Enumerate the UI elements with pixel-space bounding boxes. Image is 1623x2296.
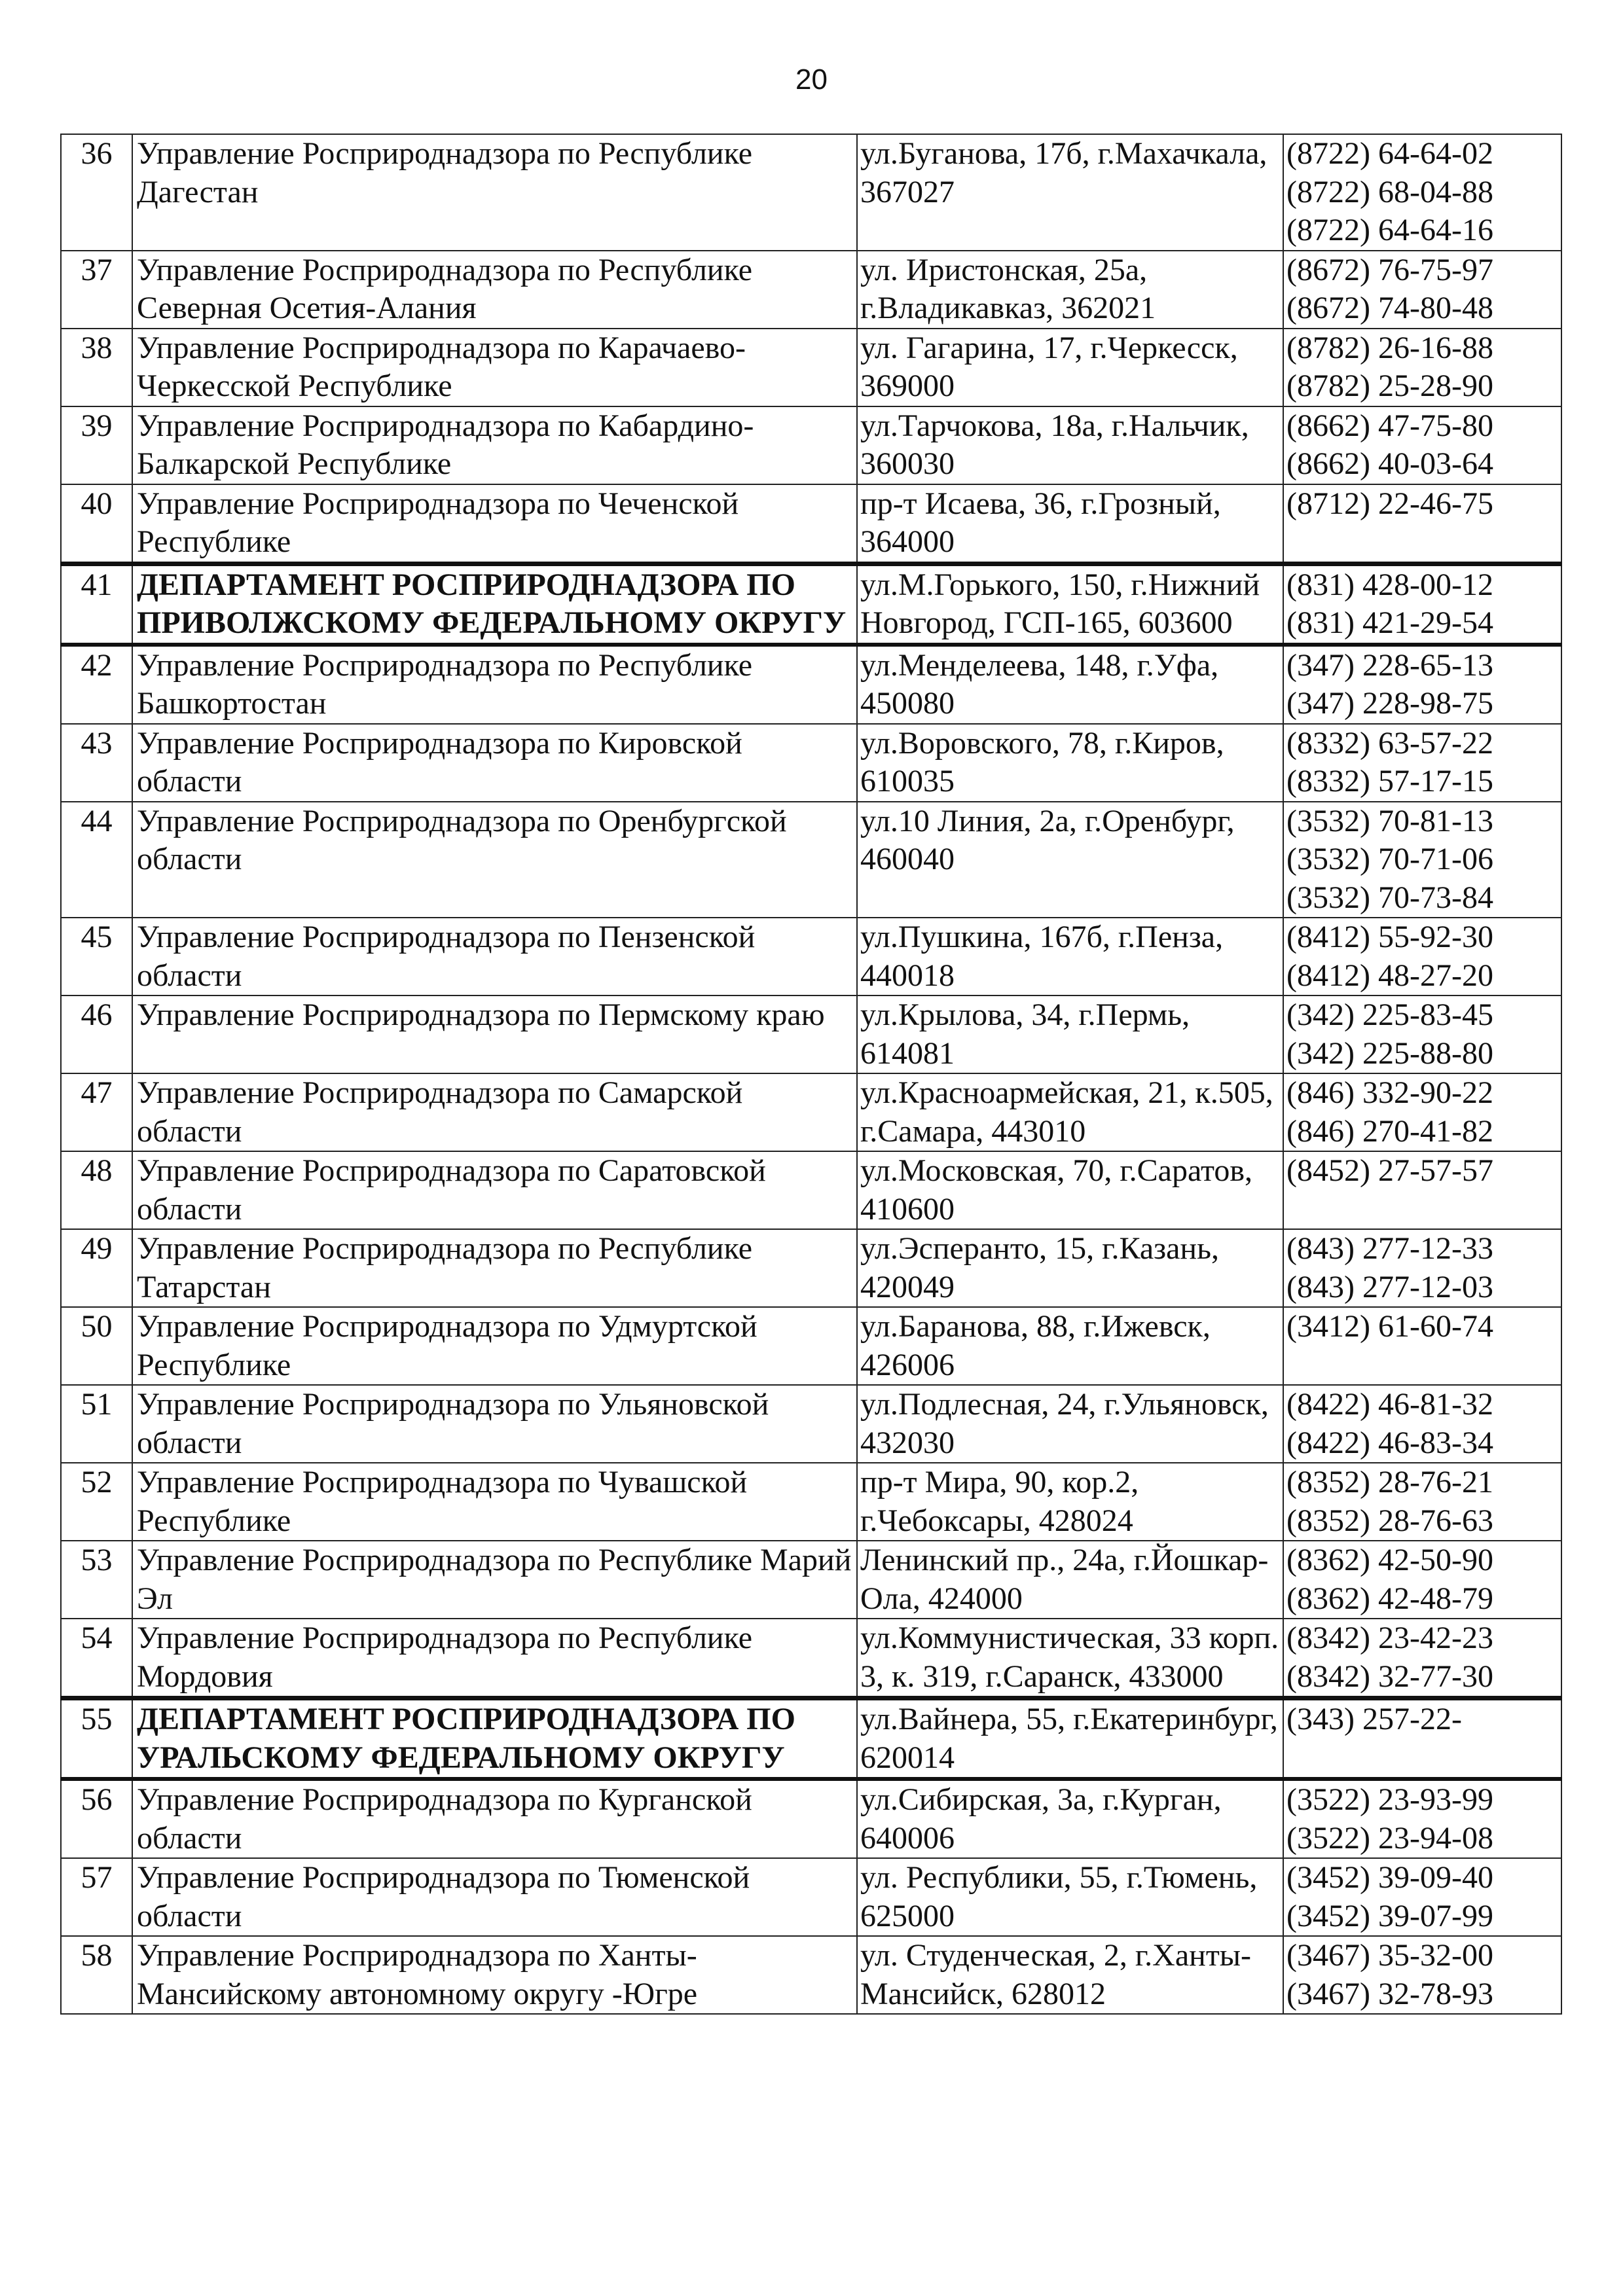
row-number: 53 bbox=[61, 1541, 132, 1619]
table-row bbox=[61, 1619, 1561, 1698]
row-number: 38 bbox=[61, 329, 132, 406]
office-name: Управление Росприроднадзора по Саратовской области bbox=[132, 1151, 857, 1229]
office-name: Управление Росприроднадзора по Республике Северная Осетия-Алания bbox=[132, 251, 857, 329]
office-name: Управление Росприроднадзора по Кабардино-Балкарской Республике bbox=[132, 406, 857, 484]
office-name: Управление Росприроднадзора по Республике Дагестан bbox=[132, 134, 857, 251]
office-name: ДЕПАРТАМЕНТ РОСПРИРОДНАДЗОРА ПО ПРИВОЛЖСКОМУ ФЕДЕРАЛЬНОМУ ОКРУГУ bbox=[132, 564, 857, 645]
table-row bbox=[61, 484, 1561, 564]
row-number: 39 bbox=[61, 406, 132, 484]
office-name: Управление Росприроднадзора по Тюменской области bbox=[132, 1858, 857, 1936]
office-name: Управление Росприроднадзора по Оренбургской области bbox=[132, 802, 857, 918]
row-number: 44 bbox=[61, 802, 132, 918]
office-name: Управление Росприроднадзора по Республике Мордовия bbox=[132, 1619, 857, 1698]
table-row bbox=[61, 1858, 1561, 1936]
office-address: ул.Коммунистическая, 33 корп. 3, к. 319, г.Саранск, 433000 bbox=[857, 1619, 1283, 1698]
row-number: 55 bbox=[61, 1698, 132, 1780]
table-row bbox=[61, 329, 1561, 406]
office-phones: (342) 225-83-45 (342) 225-88-80 bbox=[1283, 996, 1561, 1073]
table-row bbox=[61, 802, 1561, 918]
offices-table bbox=[60, 134, 1562, 2015]
table-row bbox=[61, 1463, 1561, 1541]
office-phones: (8332) 63-57-22 (8332) 57-17-15 bbox=[1283, 724, 1561, 802]
office-address: ул.Тарчокова, 18а, г.Нальчик, 360030 bbox=[857, 406, 1283, 484]
table-row bbox=[61, 251, 1561, 329]
office-phones: (8782) 26-16-88 (8782) 25-28-90 bbox=[1283, 329, 1561, 406]
office-phones: (3467) 35-32-00 (3467) 32-78-93 bbox=[1283, 1936, 1561, 2014]
table-row bbox=[61, 406, 1561, 484]
table-row bbox=[61, 1307, 1561, 1385]
row-number: 37 bbox=[61, 251, 132, 329]
office-name: Управление Росприроднадзора по Курганской области bbox=[132, 1779, 857, 1858]
office-address: пр-т Исаева, 36, г.Грозный, 364000 bbox=[857, 484, 1283, 564]
table-row bbox=[61, 1385, 1561, 1463]
office-address: ул. Студенческая, 2, г.Ханты-Мансийск, 628012 bbox=[857, 1936, 1283, 2014]
office-address: ул.Пушкина, 167б, г.Пенза, 440018 bbox=[857, 918, 1283, 996]
office-phones: (3452) 39-09-40 (3452) 39-07-99 bbox=[1283, 1858, 1561, 1936]
row-number: 40 bbox=[61, 484, 132, 564]
office-address: ул. Гагарина, 17, г.Черкесск, 369000 bbox=[857, 329, 1283, 406]
row-number: 45 bbox=[61, 918, 132, 996]
row-number: 51 bbox=[61, 1385, 132, 1463]
office-name: Управление Росприроднадзора по Кировской области bbox=[132, 724, 857, 802]
table-row bbox=[61, 645, 1561, 724]
office-address: ул.Подлесная, 24, г.Ульяновск, 432030 bbox=[857, 1385, 1283, 1463]
office-phones: (831) 428-00-12 (831) 421-29-54 bbox=[1283, 564, 1561, 645]
office-address: ул.Московская, 70, г.Саратов, 410600 bbox=[857, 1151, 1283, 1229]
office-address: ул.Баранова, 88, г.Ижевск, 426006 bbox=[857, 1307, 1283, 1385]
row-number: 43 bbox=[61, 724, 132, 802]
department-row bbox=[61, 1698, 1561, 1780]
office-phones: (846) 332-90-22 (846) 270-41-82 bbox=[1283, 1073, 1561, 1151]
page-number: 20 bbox=[795, 63, 828, 96]
office-address: ул.Менделеева, 148, г.Уфа, 450080 bbox=[857, 645, 1283, 724]
office-name: Управление Росприроднадзора по Республике Башкортостан bbox=[132, 645, 857, 724]
office-phones: (8342) 23-42-23 (8342) 32-77-30 bbox=[1283, 1619, 1561, 1698]
office-address: ул.Буганова, 17б, г.Махачкала, 367027 bbox=[857, 134, 1283, 251]
row-number: 47 bbox=[61, 1073, 132, 1151]
table-row bbox=[61, 724, 1561, 802]
office-name: Управление Росприроднадзора по Чеченской Республике bbox=[132, 484, 857, 564]
row-number: 49 bbox=[61, 1229, 132, 1307]
offices-table-body bbox=[61, 134, 1561, 2014]
office-phones: (8352) 28-76-21 (8352) 28-76-63 bbox=[1283, 1463, 1561, 1541]
row-number: 48 bbox=[61, 1151, 132, 1229]
table-row bbox=[61, 1151, 1561, 1229]
office-name: ДЕПАРТАМЕНТ РОСПРИРОДНАДЗОРА ПО УРАЛЬСКОМУ ФЕДЕРАЛЬНОМУ ОКРУГУ bbox=[132, 1698, 857, 1780]
row-number: 41 bbox=[61, 564, 132, 645]
office-phones: (8722) 64-64-02 (8722) 68-04-88 (8722) 64-64-16 bbox=[1283, 134, 1561, 251]
office-name: Управление Росприроднадзора по Самарской области bbox=[132, 1073, 857, 1151]
row-number: 52 bbox=[61, 1463, 132, 1541]
office-phones: (343) 257-22- bbox=[1283, 1698, 1561, 1780]
office-phones: (8412) 55-92-30 (8412) 48-27-20 bbox=[1283, 918, 1561, 996]
office-phones: (347) 228-65-13 (347) 228-98-75 bbox=[1283, 645, 1561, 724]
table-row bbox=[61, 918, 1561, 996]
office-phones: (8422) 46-81-32 (8422) 46-83-34 bbox=[1283, 1385, 1561, 1463]
office-name: Управление Росприроднадзора по Ульяновской области bbox=[132, 1385, 857, 1463]
office-address: ул.Эсперанто, 15, г.Казань, 420049 bbox=[857, 1229, 1283, 1307]
office-address: ул.10 Линия, 2а, г.Оренбург, 460040 bbox=[857, 802, 1283, 918]
office-name: Управление Росприроднадзора по Карачаево-Черкесской Республике bbox=[132, 329, 857, 406]
row-number: 54 bbox=[61, 1619, 132, 1698]
row-number: 57 bbox=[61, 1858, 132, 1936]
office-phones: (8362) 42-50-90 (8362) 42-48-79 bbox=[1283, 1541, 1561, 1619]
table-row bbox=[61, 1936, 1561, 2014]
row-number: 58 bbox=[61, 1936, 132, 2014]
table-row bbox=[61, 134, 1561, 251]
office-address: Ленинский пр., 24а, г.Йошкар-Ола, 424000 bbox=[857, 1541, 1283, 1619]
office-phones: (843) 277-12-33 (843) 277-12-03 bbox=[1283, 1229, 1561, 1307]
row-number: 56 bbox=[61, 1779, 132, 1858]
office-phones: (3522) 23-93-99 (3522) 23-94-08 bbox=[1283, 1779, 1561, 1858]
table-row bbox=[61, 1779, 1561, 1858]
office-name: Управление Росприроднадзора по Чувашской Республике bbox=[132, 1463, 857, 1541]
row-number: 50 bbox=[61, 1307, 132, 1385]
office-name: Управление Росприроднадзора по Пензенской области bbox=[132, 918, 857, 996]
office-address: ул.Красноармейская, 21, к.505, г.Самара, 443010 bbox=[857, 1073, 1283, 1151]
office-address: ул.Крылова, 34, г.Пермь, 614081 bbox=[857, 996, 1283, 1073]
office-phones: (8712) 22-46-75 bbox=[1283, 484, 1561, 564]
office-phones: (3412) 61-60-74 bbox=[1283, 1307, 1561, 1385]
office-address: ул.Сибирская, 3а, г.Курган, 640006 bbox=[857, 1779, 1283, 1858]
table-row bbox=[61, 1229, 1561, 1307]
office-name: Управление Росприроднадзора по Удмуртской Республике bbox=[132, 1307, 857, 1385]
office-name: Управление Росприроднадзора по Ханты-Мансийскому автономному округу -Югре bbox=[132, 1936, 857, 2014]
office-phones: (8672) 76-75-97 (8672) 74-80-48 bbox=[1283, 251, 1561, 329]
office-address: ул. Иристонская, 25а, г.Владикавказ, 362021 bbox=[857, 251, 1283, 329]
table-row bbox=[61, 1073, 1561, 1151]
office-address: ул. Республики, 55, г.Тюмень, 625000 bbox=[857, 1858, 1283, 1936]
table-row bbox=[61, 1541, 1561, 1619]
office-phones: (8662) 47-75-80 (8662) 40-03-64 bbox=[1283, 406, 1561, 484]
office-address: ул.Вайнера, 55, г.Екатеринбург, 620014 bbox=[857, 1698, 1283, 1780]
row-number: 42 bbox=[61, 645, 132, 724]
row-number: 46 bbox=[61, 996, 132, 1073]
office-name: Управление Росприроднадзора по Республике Татарстан bbox=[132, 1229, 857, 1307]
office-address: ул.М.Горького, 150, г.Нижний Новгород, ГСП-165, 603600 bbox=[857, 564, 1283, 645]
row-number: 36 bbox=[61, 134, 132, 251]
office-name: Управление Росприроднадзора по Пермскому краю bbox=[132, 996, 857, 1073]
office-address: пр-т Мира, 90, кор.2, г.Чебоксары, 428024 bbox=[857, 1463, 1283, 1541]
department-row bbox=[61, 564, 1561, 645]
office-address: ул.Воровского, 78, г.Киров, 610035 bbox=[857, 724, 1283, 802]
office-phones: (3532) 70-81-13 (3532) 70-71-06 (3532) 70-73-84 bbox=[1283, 802, 1561, 918]
office-phones: (8452) 27-57-57 bbox=[1283, 1151, 1561, 1229]
table-row bbox=[61, 996, 1561, 1073]
office-name: Управление Росприроднадзора по Республике Марий Эл bbox=[132, 1541, 857, 1619]
